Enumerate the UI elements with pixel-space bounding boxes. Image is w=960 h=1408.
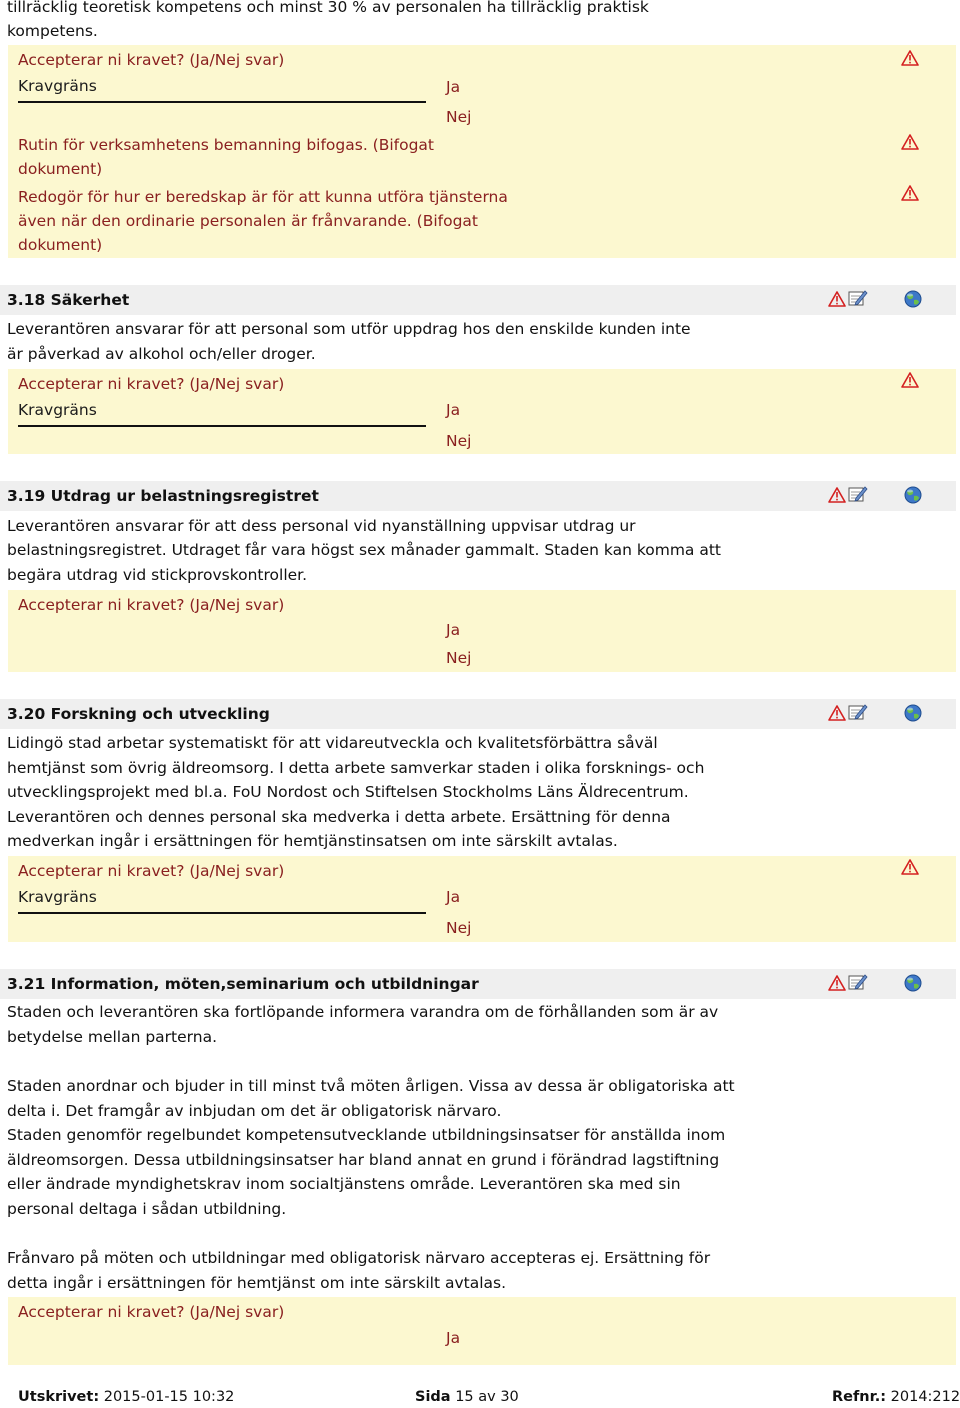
section-title: 3.18 Säkerhet [7, 291, 130, 309]
option-ja[interactable]: Ja [446, 888, 461, 906]
body-line: hemtjänst som övrig äldreomsorg. I detta arbete samverkar staden i olika forsknings- och [7, 759, 705, 777]
body-line: delta i. Det framgår av inbjudan om det är obligatorisk närvaro. [7, 1102, 502, 1120]
redogor-text-3: dokument) [18, 236, 103, 254]
option-ja[interactable]: Ja [446, 401, 461, 419]
option-ja[interactable]: Ja [446, 78, 461, 96]
underline [18, 425, 426, 427]
redogor-text-2: även när den ordinarie personalen är frånvarande. (Bifogat [18, 212, 479, 230]
section-title: 3.19 Utdrag ur belastningsregistret [7, 487, 319, 505]
accept-question: Accepterar ni kravet? (Ja/Nej svar) [18, 596, 285, 614]
body-line: Leverantören ansvarar för att personal som utför uppdrag hos den enskilde kunden inte [7, 320, 691, 338]
intro-line-2: kompetens. [7, 22, 98, 40]
section-header [0, 969, 956, 999]
warning-icon[interactable] [828, 975, 846, 992]
globe-icon[interactable] [904, 704, 922, 722]
answer-box [8, 369, 956, 454]
body-line: eller ändrade myndighetskrav inom socialtjänstens område. Leverantören ska med sin [7, 1175, 681, 1193]
answer-box [8, 1297, 956, 1365]
section-title: 3.20 Forskning och utveckling [7, 705, 270, 723]
body-line: medverkan ingår i ersättningen för hemtjänstinsatsen om inte särskilt avtalas. [7, 832, 618, 850]
section-title: 3.21 Information, möten,seminarium och utbildningar [7, 975, 479, 993]
rutin-text: Rutin för verksamhetens bemanning bifogas. (Bifogat [18, 136, 435, 154]
footer-page-value: 15 av 30 [455, 1389, 519, 1405]
body-line: äldreomsorgen. Dessa utbildningsinsatser har bland annat en grund i förändrad lagstiftning [7, 1151, 720, 1169]
warning-icon[interactable] [901, 372, 919, 389]
option-nej[interactable]: Nej [446, 919, 472, 937]
option-nej[interactable]: Nej [446, 432, 472, 450]
warning-icon[interactable] [828, 291, 846, 308]
footer-page [415, 1386, 519, 1408]
option-ja[interactable]: Ja [446, 621, 461, 639]
body-line: Staden genomför regelbundet kompetensutvecklande utbildningsinsatser för anställda inom [7, 1126, 726, 1144]
edit-icon[interactable] [848, 485, 868, 503]
body-line: belastningsregistret. Utdraget får vara högst sex månader gammalt. Staden kan komma att [7, 541, 722, 559]
body-line: Staden anordnar och bjuder in till minst två möten årligen. Vissa av dessa är obligatoriska att [7, 1077, 735, 1095]
warning-icon[interactable] [901, 185, 919, 202]
globe-icon[interactable] [904, 974, 922, 992]
footer-printed [18, 1386, 234, 1408]
body-line: betydelse mellan parterna. [7, 1028, 218, 1046]
intro-line-1: tillräcklig teoretisk kompetens och minst 30 % av personalen ha tillräcklig praktisk [7, 0, 649, 16]
kravgrans-label: Kravgräns [18, 888, 97, 906]
warning-icon[interactable] [901, 50, 919, 67]
answer-box [8, 590, 956, 672]
rutin-text-2: dokument) [18, 160, 103, 178]
warning-icon[interactable] [828, 487, 846, 504]
body-line: utvecklingsprojekt med bl.a. FoU Nordost och Stiftelsen Stockholms Läns Äldrecentrum. [7, 783, 689, 801]
option-nej[interactable]: Nej [446, 649, 472, 667]
underline [18, 912, 426, 914]
answer-box [8, 45, 956, 258]
option-nej[interactable]: Nej [446, 108, 472, 126]
body-line: Leverantören ansvarar för att dess personal vid nyanställning uppvisar utdrag ur [7, 517, 636, 535]
option-ja[interactable]: Ja [446, 1329, 461, 1347]
body-line: detta ingår i ersättningen för hemtjänst om inte särskilt avtalas. [7, 1274, 507, 1292]
footer-ref [832, 1386, 960, 1408]
accept-question: Accepterar ni kravet? (Ja/Nej svar) [18, 1303, 285, 1321]
redogor-text-1: Redogör för hur er beredskap är för att kunna utföra tjänsterna [18, 188, 508, 206]
body-line: Lidingö stad arbetar systematiskt för att vidareutveckla och kvalitetsförbättra såväl [7, 734, 658, 752]
accept-question: Accepterar ni kravet? (Ja/Nej svar) [18, 51, 285, 69]
footer-ref-value: 2014:212 [890, 1389, 960, 1405]
answer-box [8, 856, 956, 942]
edit-icon[interactable] [848, 289, 868, 307]
section-header [0, 285, 956, 315]
accept-question: Accepterar ni kravet? (Ja/Nej svar) [18, 375, 285, 393]
edit-icon[interactable] [848, 703, 868, 721]
footer-printed-label: Utskrivet: [18, 1389, 100, 1405]
body-line: är påverkad av alkohol och/eller droger. [7, 345, 316, 363]
section-header [0, 699, 956, 729]
underline [18, 101, 426, 103]
section-header [0, 481, 956, 511]
body-line: Staden och leverantören ska fortlöpande informera varandra om de förhållanden som är av [7, 1003, 719, 1021]
body-line: begära utdrag vid stickprovskontroller. [7, 566, 308, 584]
warning-icon[interactable] [901, 134, 919, 151]
body-line: Frånvaro på möten och utbildningar med obligatorisk närvaro accepteras ej. Ersättning för [7, 1249, 711, 1267]
footer-page-label: Sida [415, 1389, 451, 1405]
warning-icon[interactable] [828, 705, 846, 722]
footer-printed-value: 2015-01-15 10:32 [103, 1389, 235, 1405]
edit-icon[interactable] [848, 973, 868, 991]
kravgrans-label: Kravgräns [18, 401, 97, 419]
warning-icon[interactable] [901, 859, 919, 876]
accept-question: Accepterar ni kravet? (Ja/Nej svar) [18, 862, 285, 880]
body-line: personal deltaga i sådan utbildning. [7, 1200, 287, 1218]
body-line: Leverantören och dennes personal ska medverka i detta arbete. Ersättning för denna [7, 808, 671, 826]
globe-icon[interactable] [904, 290, 922, 308]
globe-icon[interactable] [904, 486, 922, 504]
footer-ref-label: Refnr.: [832, 1389, 887, 1405]
kravgrans-label: Kravgräns [18, 77, 97, 95]
